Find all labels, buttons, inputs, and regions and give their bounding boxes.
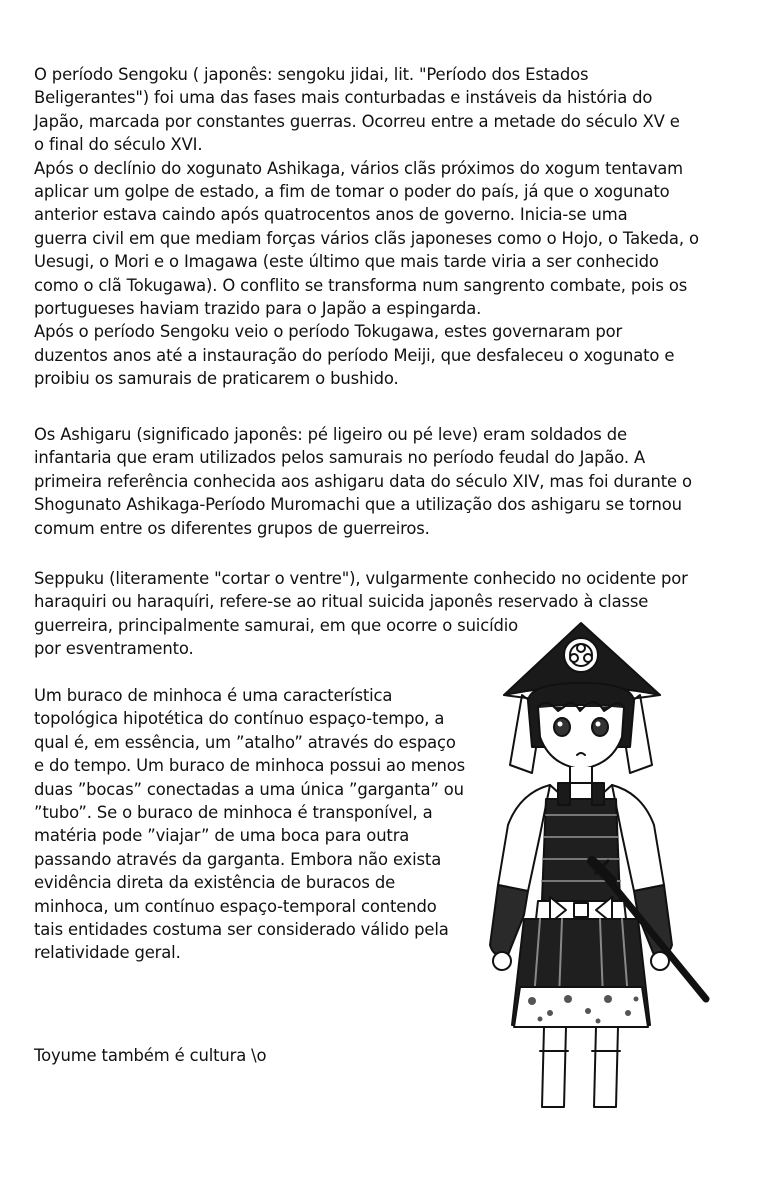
ashigaru-paragraph: Os Ashigaru (significado japonês: pé ligeiro ou pé leve) eram soldados de infantaria que eram utilizados pelos samurais no período feudal do Japão. A primeira referência conhecida aos ashigaru data do século XIV, mas foi durante o Shogunato Ashikaga-Período Muromachi que a utilização dos ashigaru se tornou comum entre os diferentes grupos de guerreiros. bbox=[34, 425, 692, 538]
samurai-girl-illustration bbox=[480, 615, 730, 1110]
seppuku-paragraph: Seppuku (literamente "cortar o ventre"), vulgarmente conhecido no ocidente por haraquiri ou haraquíri, refere-se ao ritual suicida japonês reservado à classe guerreira, principalmente samurai, em que ocorre o suicídio por esventramento. bbox=[34, 569, 688, 659]
wormhole-paragraph: Um buraco de minhoca é uma característica topológica hipotética do contínuo espaço-tempo, a qual é, em essência, um ”atalho” através do espaço e do tempo. Um buraco de minhoca possui ao menos duas ”bocas” conectadas a uma única ”garganta” ou ”tubo”. Se o buraco de minhoca é transponível, a matéria pode ”viajar” de uma boca para outra passando através da garganta. Embora não exista evidência direta da existência de buracos de minhoca, um contínuo espaço-temporal contendo tais entidades costuma ser considerado válido pela relatividade geral. bbox=[34, 686, 466, 963]
signoff-text: Toyume também é cultura \o bbox=[34, 1046, 267, 1065]
sengoku-paragraph: O período Sengoku ( japonês: sengoku jidai, lit. "Período dos Estados Beligerantes") foi uma das fases mais conturbadas e instáveis da história do Japão, marcada por constantes guerras. Ocorreu entre a metade do século XV e o final do século XVI. Após o declínio do xogunato Ashikaga, vários clãs próximos do xogum tentavam aplicar um golpe de estado, a fim de tomar o poder do país, já que o xogunato anterior estava caindo após quatrocentos anos de governo. Inicia-se uma guerra civil em que mediam forças vários clãs japoneses como o Hojo, o Takeda, o Uesugi, o Mori e o Imagawa (este último que mais tarde viria a ser conhecido como o clã Tokugawa). O conflito se transforma num sangrento combate, pois os portugueses haviam trazido para o Japão a espingarda. Após o período Sengoku veio o período Tokugawa, estes governaram por duzentos anos até a instauração do período Meiji, que desfaleceu o xogunato e proibiu os samurais de praticarem o bushido. bbox=[34, 65, 699, 389]
